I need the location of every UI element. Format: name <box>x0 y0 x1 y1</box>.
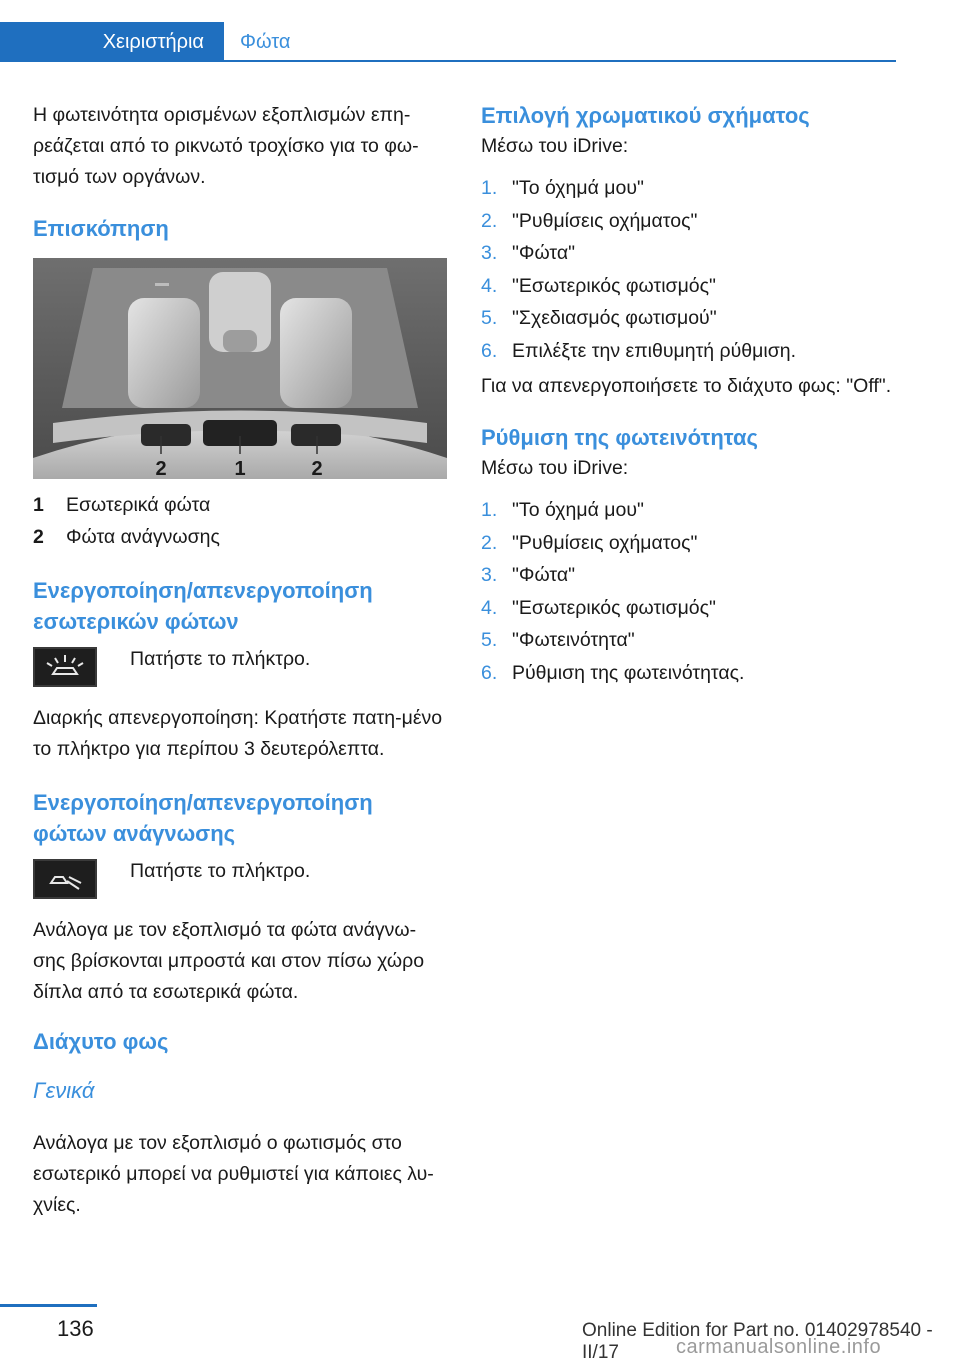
ambient-light-heading: Διάχυτο φως <box>33 1029 169 1054</box>
legend-number: 2 <box>33 526 44 548</box>
legend-text: Εσωτερικά φώτα <box>66 494 211 516</box>
reading-light-button-icon <box>33 859 97 899</box>
list-item <box>481 302 895 335</box>
step-text: "Εσωτερικός φωτισμός" <box>512 596 716 619</box>
reading-action-text: Πατήστε το πλήκτρο. <box>130 860 311 882</box>
reading-lights-heading: Ενεργοποίηση/απενεργοποίηση φώτων ανάγνωσης <box>33 790 373 846</box>
step-number: 1. <box>481 177 498 199</box>
color-via-idrive: Μέσω του iDrive: <box>481 135 629 157</box>
callout-center: 1 <box>234 458 246 479</box>
edition-note: Online Edition for Part no. 01402978540 - II/17 <box>582 1320 933 1363</box>
callout-right: 2 <box>311 458 323 479</box>
step-number: 6. <box>481 339 498 362</box>
header-rule <box>0 60 896 62</box>
reading-button-row <box>33 859 447 899</box>
page-number: 136 <box>57 1316 94 1341</box>
step-number: 1. <box>481 499 498 521</box>
image-legend <box>33 489 447 553</box>
callout-left: 2 <box>155 458 167 479</box>
color-steps-list <box>481 172 895 367</box>
step-text: "Σχεδιασμός φωτισμού" <box>512 307 717 329</box>
step-number: 4. <box>481 596 498 619</box>
list-item <box>481 559 895 592</box>
legend-text: Φώτα ανάγνωσης <box>66 526 220 548</box>
step-number: 2. <box>481 209 498 232</box>
tab-lights[interactable]: Φώτα <box>240 30 291 53</box>
step-number: 3. <box>481 564 498 586</box>
step-number: 5. <box>481 307 498 329</box>
list-item <box>481 592 895 625</box>
left-column <box>33 100 447 1221</box>
list-item <box>481 172 895 205</box>
color-scheme-heading: Επιλογή χρωματικού σχήματος <box>481 103 810 128</box>
tab-controls[interactable]: Χειριστήρια <box>0 22 224 62</box>
overhead-console-image <box>33 258 447 479</box>
list-item <box>481 494 895 527</box>
legend-row <box>33 521 447 553</box>
list-item <box>481 205 895 238</box>
interior-permanent-off: Διαρκής απενεργοποίηση: Κρατήστε πατη-μένο το πλήκτρο για περίπου 3 δευτερόλεπτα. <box>33 707 443 760</box>
step-text: Ρύθμιση της φωτεινότητας. <box>512 661 745 684</box>
interior-light-button-icon <box>33 647 97 687</box>
general-subheading: Γενικά <box>33 1078 95 1103</box>
step-text: "Φώτα" <box>512 564 576 586</box>
step-text: "Ρυθμίσεις οχήματος" <box>512 209 698 232</box>
list-item <box>481 657 895 690</box>
brightness-steps-list <box>481 494 895 689</box>
step-text: "Το όχημά μου" <box>512 499 644 521</box>
step-text: "Το όχημά μου" <box>512 177 644 199</box>
legend-number: 1 <box>33 494 44 516</box>
step-text: "Εσωτερικός φωτισμός" <box>512 274 716 297</box>
legend-row <box>33 489 447 521</box>
overview-heading: Επισκόπηση <box>33 216 169 241</box>
right-column <box>481 100 895 689</box>
interior-action-text: Πατήστε το πλήκτρο. <box>130 648 311 670</box>
step-number: 2. <box>481 531 498 554</box>
step-text: "Φωτεινότητα" <box>512 629 635 651</box>
step-number: 5. <box>481 629 498 651</box>
color-off-note: Για να απενεργοποιήσετε το διάχυτο φως: "Off". <box>481 375 892 397</box>
step-number: 6. <box>481 661 498 684</box>
step-number: 3. <box>481 242 498 264</box>
reading-lights-note: Ανάλογα με τον εξοπλισμό τα φώτα ανάγνω-σης βρίσκονται μπροστά και στον πίσω χώρο δίπλα από τα εσωτερικά φώτα. <box>33 919 425 1003</box>
list-item <box>481 237 895 270</box>
brightness-heading: Ρύθμιση της φωτεινότητας <box>481 425 758 450</box>
intro-paragraph: Η φωτεινότητα ορισμένων εξοπλισμών επη-ρεάζεται από το ρικνωτό τροχίσκο για το φω-τισμό των οργάνων. <box>33 104 419 188</box>
list-item <box>481 270 895 303</box>
list-item <box>481 527 895 560</box>
brightness-via-idrive: Μέσω του iDrive: <box>481 457 629 479</box>
interior-lights-heading: Ενεργοποίηση/απενεργοποίηση εσωτερικών φώτων <box>33 578 373 634</box>
watermark: carmanualsonline.info <box>676 1336 882 1358</box>
list-item <box>481 335 895 368</box>
general-paragraph: Ανάλογα με τον εξοπλισμό ο φωτισμός στο εσωτερικό μπορεί να ρυθμιστεί για κάποιες λυ-χνίες. <box>33 1132 434 1216</box>
step-text: Επιλέξτε την επιθυμητή ρύθμιση. <box>512 339 796 362</box>
step-text: "Φώτα" <box>512 242 576 264</box>
interior-button-row <box>33 647 447 687</box>
footer-rule <box>0 1304 97 1307</box>
step-text: "Ρυθμίσεις οχήματος" <box>512 531 698 554</box>
header-tab-bar <box>0 22 896 62</box>
step-number: 4. <box>481 274 498 297</box>
list-item <box>481 624 895 657</box>
